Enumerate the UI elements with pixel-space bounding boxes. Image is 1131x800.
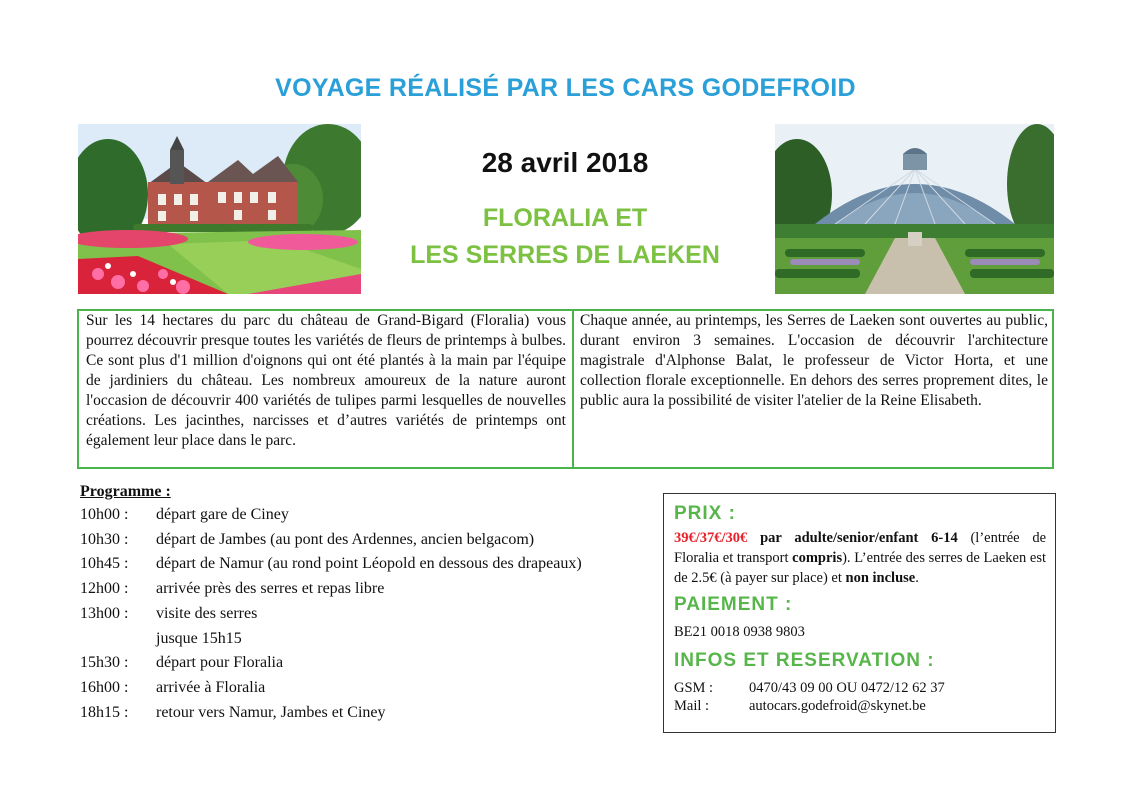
programme-text: visite des serres: [156, 605, 258, 622]
programme-time: 10h00 :: [80, 506, 129, 523]
programme-item: [80, 702, 386, 724]
programme-time: 16h00 :: [80, 679, 129, 696]
programme-item: [80, 628, 242, 650]
event-title-line-2: LES SERRES DE LAEKEN: [410, 241, 720, 269]
mail-line: [674, 698, 926, 715]
gsm-line: [674, 680, 945, 697]
programme-time: 12h00 :: [80, 580, 129, 597]
programme-text: départ gare de Ciney: [156, 506, 289, 523]
prix-heading: PRIX :: [674, 503, 736, 524]
gsm-label: GSM :: [674, 680, 714, 696]
price-included: compris: [792, 550, 843, 566]
paiement-heading: PAIEMENT :: [674, 594, 793, 615]
event-title-line-1: FLORALIA ET: [482, 204, 648, 232]
price-detail-3: .: [915, 570, 919, 586]
event-title: [380, 200, 750, 274]
gsm-value: 0470/43 09 00 OU 0472/12 62 37: [749, 680, 945, 696]
programme-text: retour vers Namur, Jambes et Ciney: [156, 704, 386, 721]
programme-item: [80, 603, 257, 625]
programme-text: départ pour Floralia: [156, 654, 284, 671]
programme-title: Programme :: [80, 483, 171, 500]
programme-item: [80, 652, 283, 674]
mail-label: Mail :: [674, 698, 710, 714]
price-not-included: non incluse: [845, 570, 916, 586]
price-values: 39€/37€/30€: [674, 530, 748, 546]
programme-time: 13h00 :: [80, 605, 129, 622]
iban-number: BE21 0018 0938 9803: [674, 624, 805, 640]
programme-item: [80, 529, 534, 551]
programme-item: [80, 553, 582, 575]
programme-text: arrivée à Floralia: [156, 679, 266, 696]
programme-item: [80, 677, 265, 699]
infos-heading: INFOS ET RESERVATION :: [674, 650, 935, 671]
price-audience: par adulte/senior/enfant 6-14: [760, 530, 958, 546]
programme-item: [80, 578, 384, 600]
programme-text: jusque 15h15: [156, 630, 242, 647]
programme-item: [80, 504, 289, 526]
programme-time: 10h30 :: [80, 531, 129, 548]
greenhouse-photo: [775, 124, 1054, 294]
description-divider: [572, 309, 574, 469]
programme-time: 10h45 :: [80, 555, 129, 572]
programme-text: départ de Jambes (au pont des Ardennes, ancien belgacom): [156, 531, 535, 548]
programme-time: 15h30 :: [80, 654, 129, 671]
price-detail-1: (l’entrée de Floralia et transport: [674, 530, 1047, 566]
serres-description: Chaque année, au printemps, les Serres de Laeken sont ouvertes au public, durant environ 3 semaines. L'occasion de découvrir l'architecture magistrale d'Alphonse Balat, le professeur de Victor Horta, et une collection florale exceptionnelle. En dehors des serres proprement dites, le public aura la possibilité de visiter l'atelier de la Reine Elisabeth.: [580, 312, 1048, 409]
programme-time: 18h15 :: [80, 704, 129, 721]
event-date: 28 avril 2018: [481, 147, 649, 178]
programme-text: arrivée près des serres et repas libre: [156, 580, 385, 597]
banner-title: VOYAGE RÉALISÉ PAR LES CARS GODEFROID: [275, 74, 856, 102]
programme-text: départ de Namur (au rond point Léopold en dessous des drapeaux): [156, 555, 582, 572]
price-detail-2: ). L’entrée des serres de Laeken est de 2.5€ (à payer sur place) et: [674, 550, 1047, 586]
floralia-description: Sur les 14 hectares du parc du château de Grand-Bigard (Floralia) vous pourrez découvrir presque toutes les variétés de fleurs de printemps à bulbes. Ce sont plus d'1 million d'oignons qui ont été plantés à la main par l'équipe de jardiniers du château. Les nombreux amoureux de la nature auront l'occasion de découvrir 400 variétés de tulipes parmi lesquelles de nouvelles créations. Les jacinthes, narcisses et d’autres variétés de printemps ont également leur place dans le parc.: [86, 312, 566, 449]
prix-text: [674, 528, 1046, 588]
castle-garden-photo: [78, 124, 361, 294]
mail-value: autocars.godefroid@skynet.be: [749, 698, 926, 714]
